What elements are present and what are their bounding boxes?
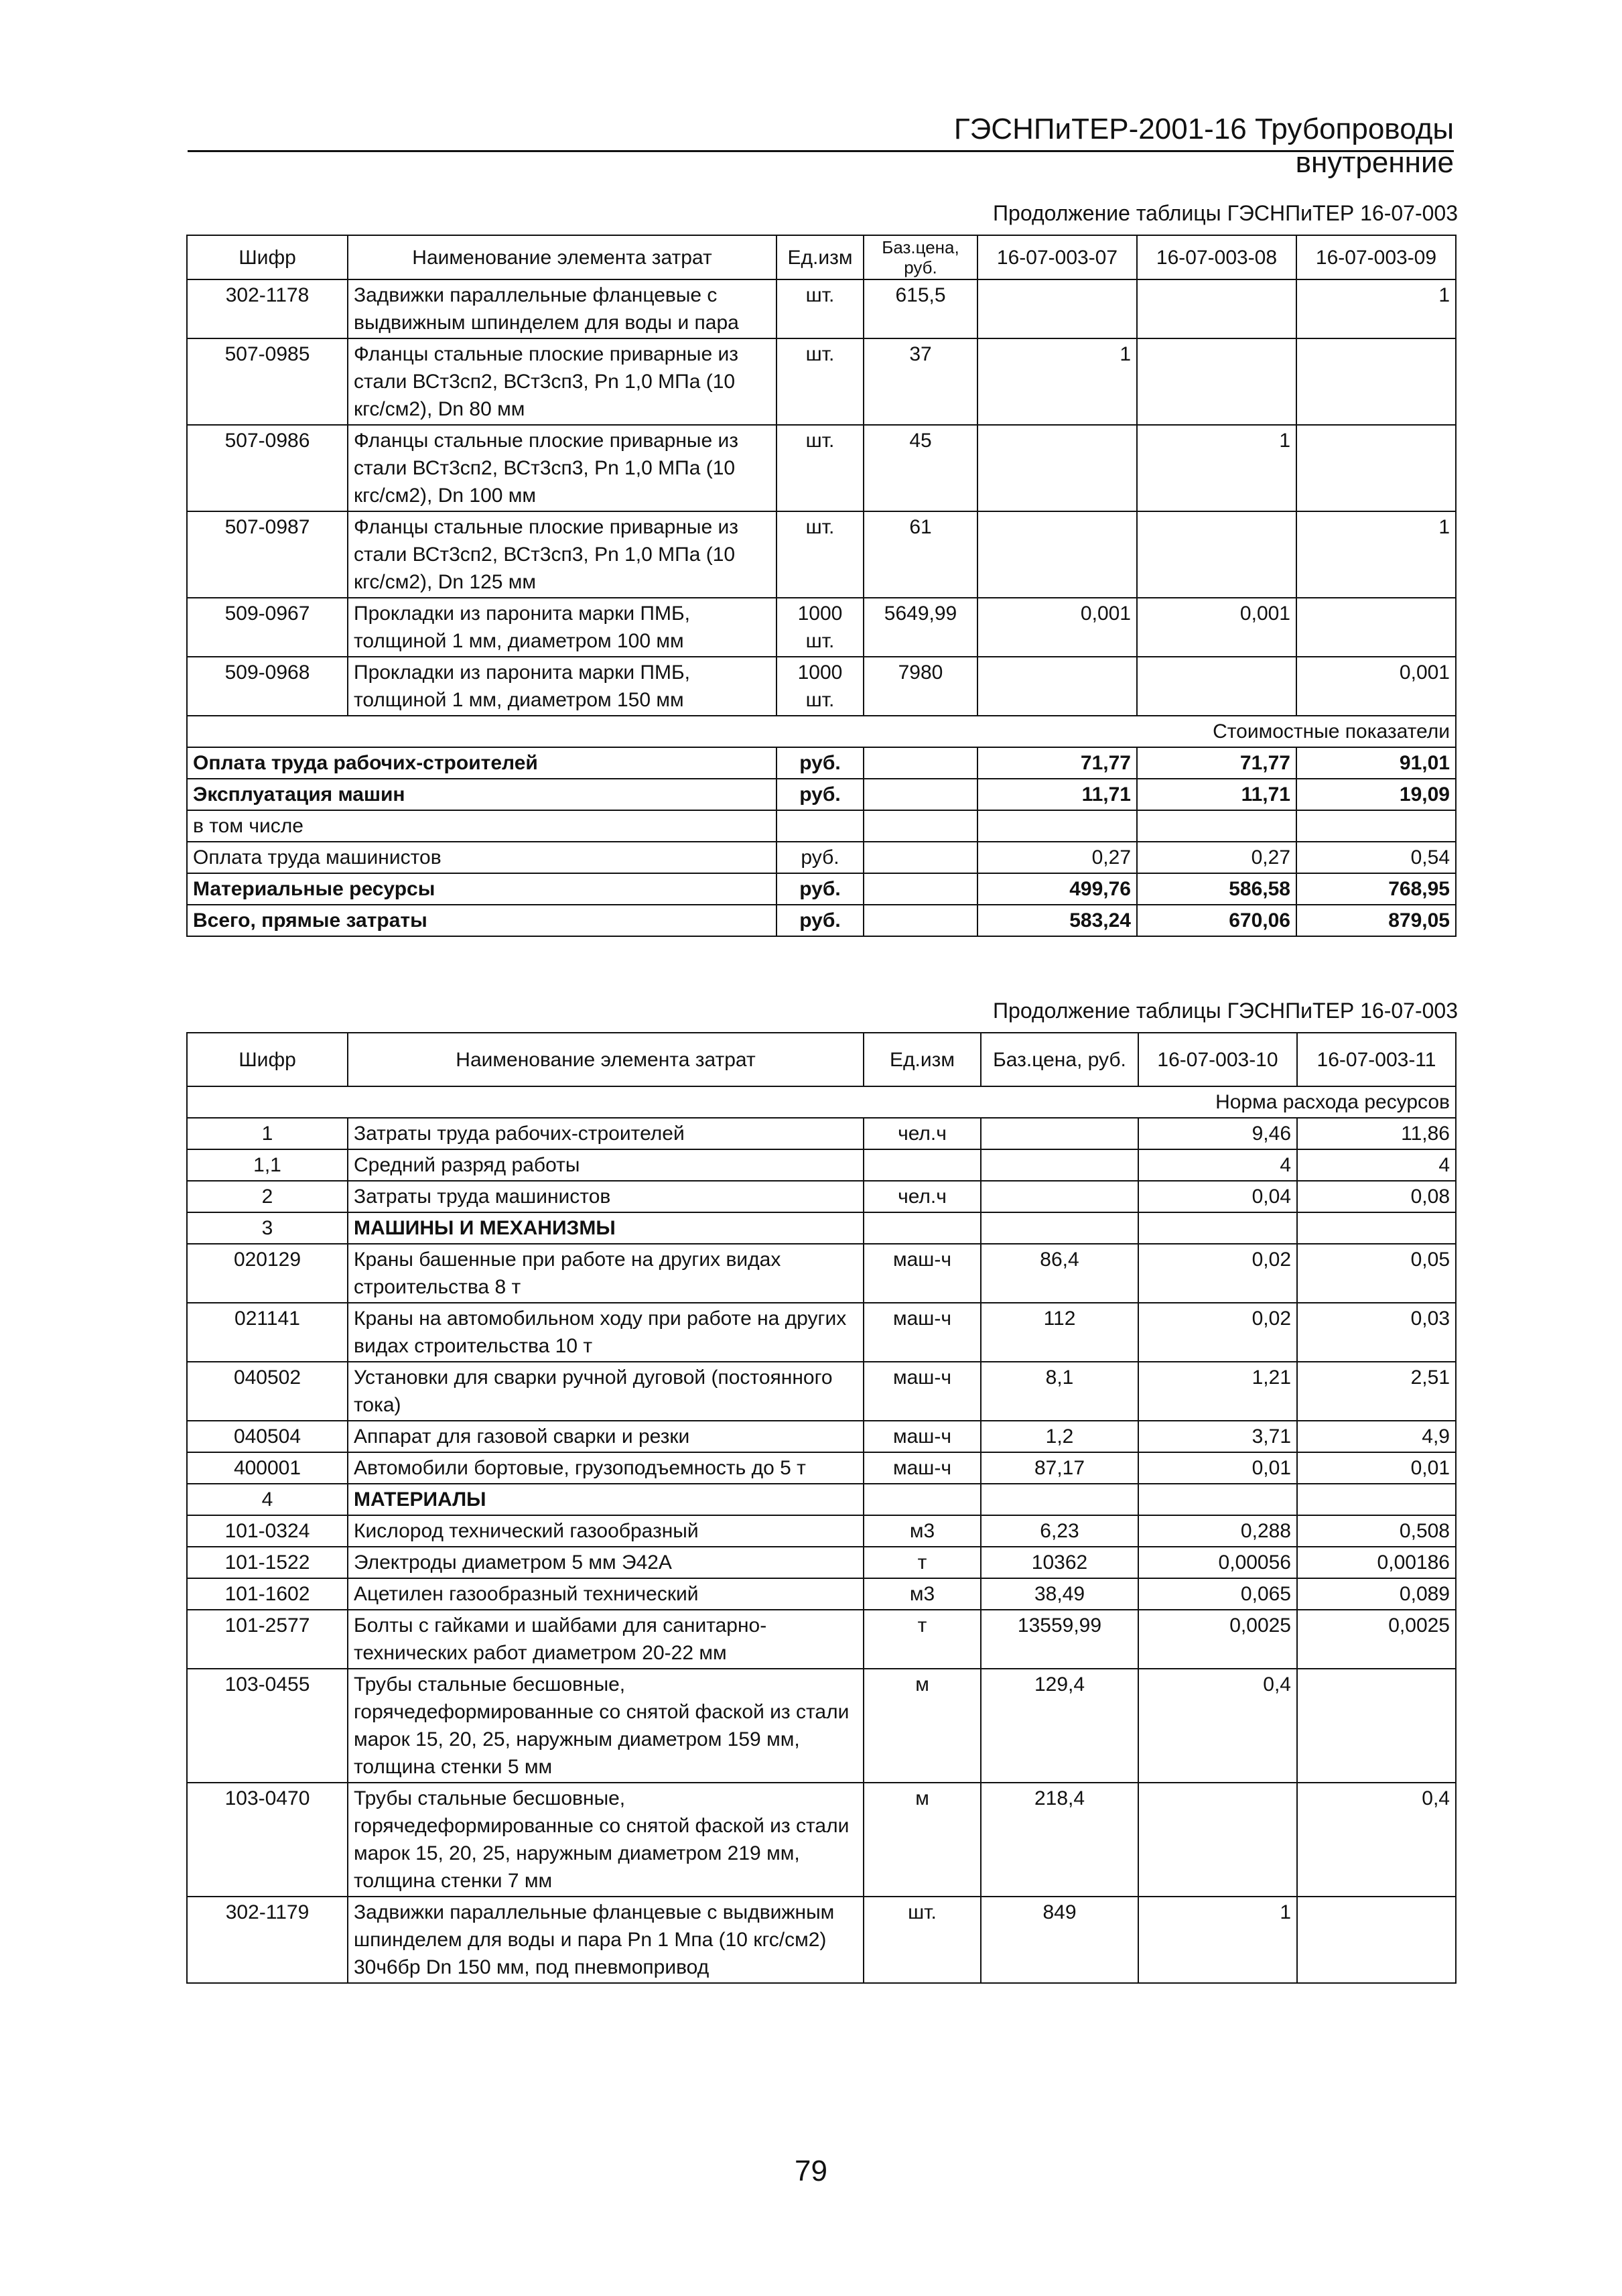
price-cell: 7980 bbox=[864, 657, 977, 716]
value-cell bbox=[977, 810, 1137, 842]
code-cell: 3 bbox=[187, 1212, 348, 1244]
price-cell: 13559,99 bbox=[981, 1610, 1138, 1669]
code-cell: 507-0986 bbox=[187, 425, 348, 511]
col-header-unit: Ед.изм bbox=[864, 1033, 981, 1086]
name-cell: Ацетилен газообразный технический bbox=[348, 1578, 864, 1610]
running-header: ГЭСНПиТЕР-2001-16 Трубопроводы внутренние bbox=[953, 113, 1454, 179]
col-header-price: Баз.цена, руб. bbox=[981, 1033, 1138, 1086]
price-cell bbox=[864, 873, 977, 905]
value-cell bbox=[1296, 425, 1456, 511]
value-cell: 1,21 bbox=[1138, 1362, 1297, 1421]
value-cell: 9,46 bbox=[1138, 1118, 1297, 1149]
col-header-code: Шифр bbox=[187, 1033, 348, 1086]
cost-row bbox=[187, 747, 1456, 779]
value-cell: 0,54 bbox=[1296, 842, 1456, 873]
table-row bbox=[187, 1421, 1456, 1452]
table-row bbox=[187, 1484, 1456, 1515]
table-row bbox=[187, 1212, 1456, 1244]
name-cell: Затраты труда рабочих-строителей bbox=[348, 1118, 864, 1149]
col-header-name: Наименование элемента затрат bbox=[348, 1033, 864, 1086]
value-cell: 11,71 bbox=[977, 779, 1137, 810]
table-row bbox=[187, 1303, 1456, 1362]
value-cell: 0,27 bbox=[1137, 842, 1296, 873]
table-row bbox=[187, 1452, 1456, 1484]
code-cell: 1,1 bbox=[187, 1149, 348, 1181]
unit-cell: м3 bbox=[864, 1578, 981, 1610]
price-cell bbox=[981, 1484, 1138, 1515]
cost-row bbox=[187, 905, 1456, 936]
price-cell bbox=[864, 779, 977, 810]
code-cell: 302-1179 bbox=[187, 1897, 348, 1983]
col-header-name: Наименование элемента затрат bbox=[348, 235, 776, 279]
table-row bbox=[187, 1149, 1456, 1181]
code-cell: 507-0987 bbox=[187, 511, 348, 598]
table1-body bbox=[187, 279, 1456, 716]
value-cell: 0,03 bbox=[1297, 1303, 1456, 1362]
price-cell: 129,4 bbox=[981, 1669, 1138, 1783]
value-cell: 499,76 bbox=[977, 873, 1137, 905]
table-row bbox=[187, 1244, 1456, 1303]
cost-name-cell: Оплата труда машинистов bbox=[187, 842, 776, 873]
value-cell: 0,4 bbox=[1138, 1669, 1297, 1783]
value-cell bbox=[977, 425, 1137, 511]
value-cell bbox=[1138, 1783, 1297, 1897]
unit-cell: руб. bbox=[776, 779, 864, 810]
name-cell: Трубы стальные бесшовные, горячедеформированные со снятой фаской из стали марок 15, 20, 25, наружным диаметром 219 мм, толщина стенки 7 мм bbox=[348, 1783, 864, 1897]
value-cell: 91,01 bbox=[1296, 747, 1456, 779]
name-cell: Фланцы стальные плоские приварные из стали ВСт3сп2, ВСт3сп3, Pn 1,0 МПа (10 кгс/см2), Dn 125 мм bbox=[348, 511, 776, 598]
unit-cell: маш-ч bbox=[864, 1244, 981, 1303]
code-cell: 020129 bbox=[187, 1244, 348, 1303]
price-cell: 8,1 bbox=[981, 1362, 1138, 1421]
table-row bbox=[187, 1578, 1456, 1610]
unit-cell: 1000 шт. bbox=[776, 598, 864, 657]
value-cell: 0,065 bbox=[1138, 1578, 1297, 1610]
value-cell: 0,02 bbox=[1138, 1303, 1297, 1362]
value-cell bbox=[1137, 279, 1296, 338]
cost-row bbox=[187, 873, 1456, 905]
value-cell bbox=[1296, 338, 1456, 425]
unit-cell: маш-ч bbox=[864, 1452, 981, 1484]
value-cell: 0,0025 bbox=[1138, 1610, 1297, 1669]
name-cell: Болты с гайками и шайбами для санитарно-технических работ диаметром 20-22 мм bbox=[348, 1610, 864, 1669]
cost-name-cell: в том числе bbox=[187, 810, 776, 842]
code-cell: 103-0470 bbox=[187, 1783, 348, 1897]
unit-cell: шт. bbox=[776, 338, 864, 425]
name-cell: Прокладки из паронита марки ПМБ, толщиной 1 мм, диаметром 150 мм bbox=[348, 657, 776, 716]
code-cell: 507-0985 bbox=[187, 338, 348, 425]
col-header-v2: 16-07-003-11 bbox=[1297, 1033, 1456, 1086]
value-cell: 670,06 bbox=[1137, 905, 1296, 936]
value-cell: 1 bbox=[1296, 279, 1456, 338]
value-cell: 0,508 bbox=[1297, 1515, 1456, 1547]
value-cell bbox=[1296, 810, 1456, 842]
value-cell: 19,09 bbox=[1296, 779, 1456, 810]
code-cell: 302-1178 bbox=[187, 279, 348, 338]
table-row bbox=[187, 338, 1456, 425]
code-cell: 509-0968 bbox=[187, 657, 348, 716]
unit-cell bbox=[776, 810, 864, 842]
code-cell: 040504 bbox=[187, 1421, 348, 1452]
price-cell: 61 bbox=[864, 511, 977, 598]
table1-caption: Продолжение таблицы ГЭСНПиТЕР 16-07-003 bbox=[993, 201, 1458, 225]
price-cell: 45 bbox=[864, 425, 977, 511]
value-cell: 1 bbox=[1137, 425, 1296, 511]
value-cell: 1 bbox=[1138, 1897, 1297, 1983]
code-cell: 021141 bbox=[187, 1303, 348, 1362]
table-row bbox=[187, 657, 1456, 716]
value-cell: 0,01 bbox=[1297, 1452, 1456, 1484]
unit-cell: маш-ч bbox=[864, 1362, 981, 1421]
value-cell: 0,001 bbox=[1137, 598, 1296, 657]
value-cell bbox=[1138, 1212, 1297, 1244]
col-header-unit: Ед.изм bbox=[776, 235, 864, 279]
value-cell: 71,77 bbox=[977, 747, 1137, 779]
value-cell bbox=[1137, 810, 1296, 842]
value-cell: 586,58 bbox=[1137, 873, 1296, 905]
code-cell: 101-2577 bbox=[187, 1610, 348, 1669]
price-cell: 87,17 bbox=[981, 1452, 1138, 1484]
price-cell: 218,4 bbox=[981, 1783, 1138, 1897]
unit-cell: маш-ч bbox=[864, 1421, 981, 1452]
unit-cell: руб. bbox=[776, 747, 864, 779]
col-header-price: Баз.цена, руб. bbox=[864, 235, 977, 279]
unit-cell: шт. bbox=[776, 425, 864, 511]
name-cell: Аппарат для газовой сварки и резки bbox=[348, 1421, 864, 1452]
price-cell: 5649,99 bbox=[864, 598, 977, 657]
price-cell bbox=[981, 1181, 1138, 1212]
table-row bbox=[187, 1669, 1456, 1783]
name-cell: Фланцы стальные плоские приварные из стали ВСт3сп2, ВСт3сп3, Pn 1,0 МПа (10 кгс/см2), Dn 100 мм bbox=[348, 425, 776, 511]
value-cell: 0,001 bbox=[1296, 657, 1456, 716]
unit-cell: шт. bbox=[776, 279, 864, 338]
table-row bbox=[187, 1610, 1456, 1669]
name-cell: Краны башенные при работе на других видах строительства 8 т bbox=[348, 1244, 864, 1303]
name-cell: Автомобили бортовые, грузоподъемность до 5 т bbox=[348, 1452, 864, 1484]
value-cell: 0,00186 bbox=[1297, 1547, 1456, 1578]
code-cell: 4 bbox=[187, 1484, 348, 1515]
col-header-v1: 16-07-003-07 bbox=[977, 235, 1137, 279]
section-heading-cell: МАШИНЫ И МЕХАНИЗМЫ bbox=[348, 1212, 864, 1244]
value-cell bbox=[977, 657, 1137, 716]
value-cell: 768,95 bbox=[1296, 873, 1456, 905]
section-heading-cell: МАТЕРИАЛЫ bbox=[348, 1484, 864, 1515]
value-cell: 11,71 bbox=[1137, 779, 1296, 810]
unit-cell: 1000 шт. bbox=[776, 657, 864, 716]
name-cell: Кислород технический газообразный bbox=[348, 1515, 864, 1547]
value-cell: 0,288 bbox=[1138, 1515, 1297, 1547]
value-cell: 4 bbox=[1138, 1149, 1297, 1181]
code-cell: 2 bbox=[187, 1181, 348, 1212]
name-cell: Фланцы стальные плоские приварные из стали ВСт3сп2, ВСт3сп3, Pn 1,0 МПа (10 кгс/см2), Dn 80 мм bbox=[348, 338, 776, 425]
table1-section-row bbox=[187, 716, 1456, 747]
value-cell: 0,00056 bbox=[1138, 1547, 1297, 1578]
value-cell: 4 bbox=[1297, 1149, 1456, 1181]
cost-row bbox=[187, 842, 1456, 873]
table-row bbox=[187, 1897, 1456, 1983]
code-cell: 509-0967 bbox=[187, 598, 348, 657]
value-cell: 11,86 bbox=[1297, 1118, 1456, 1149]
cost-row bbox=[187, 779, 1456, 810]
price-cell: 6,23 bbox=[981, 1515, 1138, 1547]
cost-name-cell: Всего, прямые затраты bbox=[187, 905, 776, 936]
code-cell: 101-1602 bbox=[187, 1578, 348, 1610]
value-cell bbox=[1138, 1484, 1297, 1515]
value-cell: 71,77 bbox=[1137, 747, 1296, 779]
price-cell: 849 bbox=[981, 1897, 1138, 1983]
price-cell bbox=[864, 905, 977, 936]
unit-cell: м3 bbox=[864, 1515, 981, 1547]
value-cell: 0,01 bbox=[1138, 1452, 1297, 1484]
name-cell: Задвижки параллельные фланцевые с выдвижным шпинделем для воды и пара bbox=[348, 279, 776, 338]
cost-table-2 bbox=[186, 1032, 1457, 1984]
unit-cell: шт. bbox=[776, 511, 864, 598]
table-row bbox=[187, 598, 1456, 657]
unit-cell: т bbox=[864, 1547, 981, 1578]
table2-header-row bbox=[187, 1033, 1456, 1086]
value-cell: 2,51 bbox=[1297, 1362, 1456, 1421]
name-cell: Установки для сварки ручной дуговой (постоянного тока) bbox=[348, 1362, 864, 1421]
name-cell: Трубы стальные бесшовные, горячедеформированные со снятой фаской из стали марок 15, 20, 25, наружным диаметром 159 мм, толщина стенки 5 мм bbox=[348, 1669, 864, 1783]
name-cell: Прокладки из паронита марки ПМБ, толщиной 1 мм, диаметром 100 мм bbox=[348, 598, 776, 657]
unit-cell: руб. bbox=[776, 905, 864, 936]
unit-cell: м bbox=[864, 1783, 981, 1897]
unit-cell: руб. bbox=[776, 842, 864, 873]
cost-name-cell: Оплата труда рабочих-строителей bbox=[187, 747, 776, 779]
code-cell: 101-0324 bbox=[187, 1515, 348, 1547]
price-cell: 1,2 bbox=[981, 1421, 1138, 1452]
value-cell: 0,001 bbox=[977, 598, 1137, 657]
value-cell bbox=[977, 279, 1137, 338]
table-row bbox=[187, 511, 1456, 598]
unit-cell: т bbox=[864, 1610, 981, 1669]
table-row bbox=[187, 425, 1456, 511]
table2-caption: Продолжение таблицы ГЭСНПиТЕР 16-07-003 bbox=[993, 999, 1458, 1023]
name-cell: Краны на автомобильном ходу при работе на других видах строительства 10 т bbox=[348, 1303, 864, 1362]
col-header-v2: 16-07-003-08 bbox=[1137, 235, 1296, 279]
value-cell: 0,02 bbox=[1138, 1244, 1297, 1303]
unit-cell: чел.ч bbox=[864, 1118, 981, 1149]
value-cell: 1 bbox=[1296, 511, 1456, 598]
price-cell bbox=[981, 1212, 1138, 1244]
price-cell bbox=[981, 1118, 1138, 1149]
value-cell: 0,05 bbox=[1297, 1244, 1456, 1303]
section-label: Норма расхода ресурсов bbox=[187, 1086, 1456, 1118]
price-cell: 37 bbox=[864, 338, 977, 425]
price-cell bbox=[864, 842, 977, 873]
price-cell: 38,49 bbox=[981, 1578, 1138, 1610]
col-header-v3: 16-07-003-09 bbox=[1296, 235, 1456, 279]
value-cell: 0,0025 bbox=[1297, 1610, 1456, 1669]
value-cell: 4,9 bbox=[1297, 1421, 1456, 1452]
value-cell: 583,24 bbox=[977, 905, 1137, 936]
value-cell bbox=[1137, 338, 1296, 425]
table-row bbox=[187, 1783, 1456, 1897]
unit-cell bbox=[864, 1149, 981, 1181]
code-cell: 1 bbox=[187, 1118, 348, 1149]
value-cell: 0,04 bbox=[1138, 1181, 1297, 1212]
col-header-v1: 16-07-003-10 bbox=[1138, 1033, 1297, 1086]
value-cell bbox=[1137, 511, 1296, 598]
value-cell bbox=[1297, 1484, 1456, 1515]
unit-cell: шт. bbox=[864, 1897, 981, 1983]
price-cell: 112 bbox=[981, 1303, 1138, 1362]
value-cell bbox=[977, 511, 1137, 598]
unit-cell: м bbox=[864, 1669, 981, 1783]
value-cell: 1 bbox=[977, 338, 1137, 425]
table2-section-row bbox=[187, 1086, 1456, 1118]
table-row bbox=[187, 1515, 1456, 1547]
table-row bbox=[187, 1181, 1456, 1212]
value-cell: 0,27 bbox=[977, 842, 1137, 873]
unit-cell bbox=[864, 1484, 981, 1515]
unit-cell bbox=[864, 1212, 981, 1244]
value-cell: 0,089 bbox=[1297, 1578, 1456, 1610]
value-cell bbox=[1297, 1212, 1456, 1244]
code-cell: 101-1522 bbox=[187, 1547, 348, 1578]
value-cell: 0,4 bbox=[1297, 1783, 1456, 1897]
value-cell: 879,05 bbox=[1296, 905, 1456, 936]
value-cell bbox=[1137, 657, 1296, 716]
price-cell: 615,5 bbox=[864, 279, 977, 338]
price-cell bbox=[864, 747, 977, 779]
value-cell bbox=[1297, 1897, 1456, 1983]
name-cell: Затраты труда машинистов bbox=[348, 1181, 864, 1212]
table-row bbox=[187, 279, 1456, 338]
price-cell: 86,4 bbox=[981, 1244, 1138, 1303]
table-row bbox=[187, 1118, 1456, 1149]
table2-body bbox=[187, 1118, 1456, 1983]
name-cell: Средний разряд работы bbox=[348, 1149, 864, 1181]
table1-cost-body bbox=[187, 747, 1456, 936]
price-cell bbox=[981, 1149, 1138, 1181]
section-label: Стоимостные показатели bbox=[187, 716, 1456, 747]
code-cell: 103-0455 bbox=[187, 1669, 348, 1783]
cost-name-cell: Эксплуатация машин bbox=[187, 779, 776, 810]
value-cell: 3,71 bbox=[1138, 1421, 1297, 1452]
price-cell bbox=[864, 810, 977, 842]
unit-cell: чел.ч bbox=[864, 1181, 981, 1212]
value-cell: 0,08 bbox=[1297, 1181, 1456, 1212]
code-cell: 400001 bbox=[187, 1452, 348, 1484]
value-cell bbox=[1296, 598, 1456, 657]
price-cell: 10362 bbox=[981, 1547, 1138, 1578]
name-cell: Электроды диаметром 5 мм Э42А bbox=[348, 1547, 864, 1578]
cost-table-1 bbox=[186, 235, 1457, 937]
cost-name-cell: Материальные ресурсы bbox=[187, 873, 776, 905]
table-row bbox=[187, 1362, 1456, 1421]
table1-header-row bbox=[187, 235, 1456, 279]
unit-cell: руб. bbox=[776, 873, 864, 905]
page-number: 79 bbox=[795, 2155, 827, 2187]
col-header-code: Шифр bbox=[187, 235, 348, 279]
code-cell: 040502 bbox=[187, 1362, 348, 1421]
value-cell bbox=[1297, 1669, 1456, 1783]
table-row bbox=[187, 1547, 1456, 1578]
cost-row bbox=[187, 810, 1456, 842]
name-cell: Задвижки параллельные фланцевые с выдвижным шпинделем для воды и пара Pn 1 Мпа (10 кгс/см2) 30ч6бр Dn 150 мм, под пневмопривод bbox=[348, 1897, 864, 1983]
unit-cell: маш-ч bbox=[864, 1303, 981, 1362]
header-rule bbox=[188, 150, 1454, 152]
